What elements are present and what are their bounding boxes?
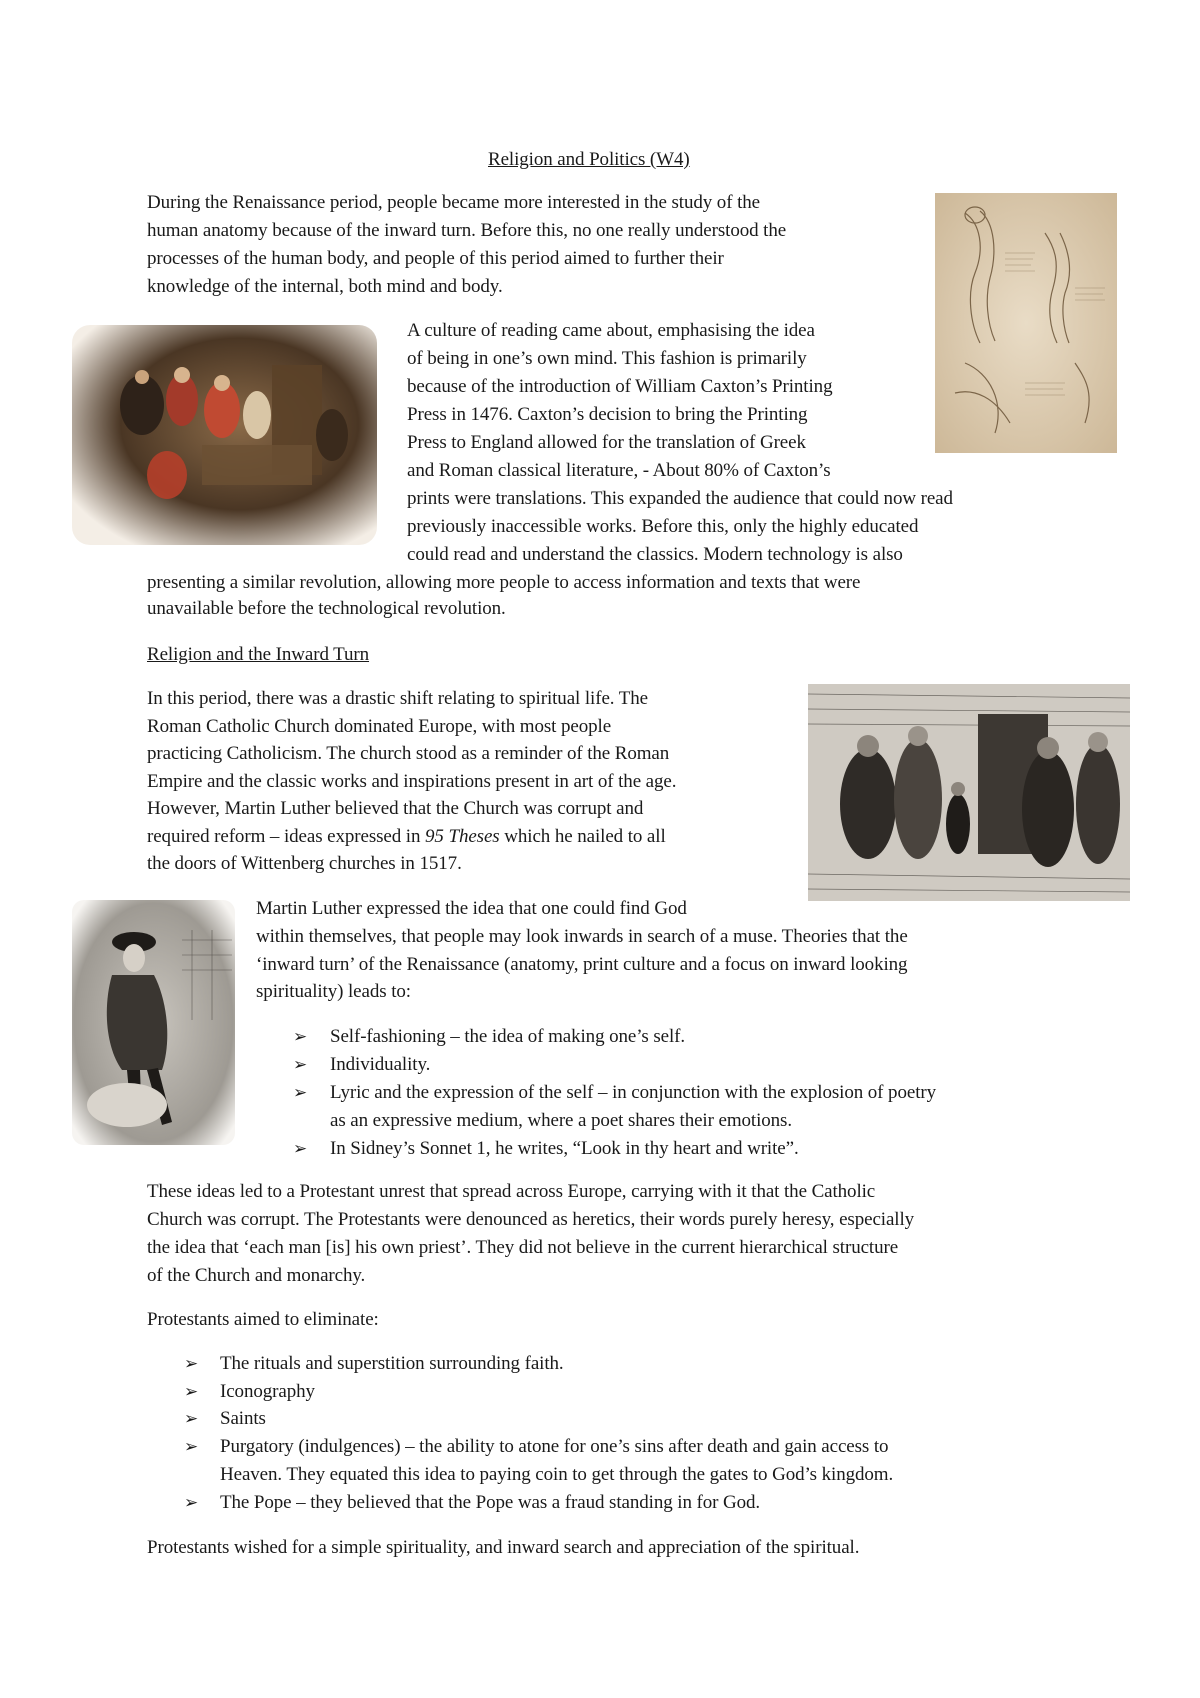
paragraph-2-line: Press to England allowed for the translation of Greek: [407, 432, 806, 453]
paragraph-3-line: However, Martin Luther believed that the Church was corrupt and: [147, 798, 644, 819]
section-heading: Religion and the Inward Turn: [147, 644, 370, 665]
bullet-arrow-icon: ➢: [184, 1409, 199, 1428]
paragraph-2-line: A culture of reading came about, emphasising the idea: [407, 320, 815, 341]
page-title: Religion and Politics (W4): [488, 149, 690, 170]
paragraph-4-line: within themselves, that people may look inwards in search of a muse. Theories that the: [256, 926, 908, 947]
portrait-engraving-image: [72, 900, 235, 1145]
list-item-continuation: as an expressive medium, where a poet shares their emotions.: [330, 1110, 792, 1131]
paragraph-2-line: previously inaccessible works. Before this, only the highly educated: [407, 516, 919, 537]
bullet-arrow-icon: ➢: [293, 1055, 308, 1074]
paragraph-2-line: and Roman classical literature, - About 80% of Caxton’s: [407, 460, 831, 481]
paragraph-1-line: processes of the human body, and people of this period aimed to further their: [147, 248, 724, 269]
bullet-arrow-icon: ➢: [184, 1382, 199, 1401]
paragraph-1-line: knowledge of the internal, both mind and body.: [147, 276, 503, 297]
bullet-arrow-icon: ➢: [184, 1493, 199, 1512]
anatomy-sketch-image: [935, 193, 1117, 453]
paragraph-2-line: of being in one’s own mind. This fashion is primarily: [407, 348, 807, 369]
bullet-arrow-icon: ➢: [293, 1083, 308, 1102]
list-item: Individuality.: [330, 1054, 431, 1075]
paragraph-3-line: Roman Catholic Church dominated Europe, with most people: [147, 716, 612, 737]
bullet-arrow-icon: ➢: [184, 1437, 199, 1456]
paragraph-4-line: Martin Luther expressed the idea that one could find God: [256, 898, 687, 919]
list-item: In Sidney’s Sonnet 1, he writes, “Look in thy heart and write”.: [330, 1138, 799, 1159]
paragraph-2-line: could read and understand the classics. Modern technology is also: [407, 544, 903, 565]
luther-theses-engraving-image: [808, 684, 1130, 901]
paragraph-2-line: unavailable before the technological revolution.: [147, 598, 506, 619]
paragraph-3-line: practicing Catholicism. The church stood as a reminder of the Roman: [147, 743, 670, 764]
paragraph-2-line: prints were translations. This expanded the audience that could now read: [407, 488, 953, 509]
printing-press-image: [72, 325, 377, 545]
paragraph-2-line: presenting a similar revolution, allowing more people to access information and texts that were: [147, 572, 861, 593]
paragraph-4-line: ‘inward turn’ of the Renaissance (anatomy, print culture and a focus on inward looking: [256, 954, 908, 975]
list-item: The Pope – they believed that the Pope was a fraud standing in for God.: [220, 1492, 761, 1513]
paragraph-3-line: [147, 825, 666, 849]
paragraph-1-line: human anatomy because of the inward turn. Before this, no one really understood the: [147, 220, 787, 241]
list-item: Iconography: [220, 1381, 315, 1402]
paragraph-5-line: Church was corrupt. The Protestants were denounced as heretics, their words purely heresy, especially: [147, 1209, 915, 1230]
paragraph-2-line: because of the introduction of William Caxton’s Printing: [407, 376, 833, 397]
paragraph-5-line: of the Church and monarchy.: [147, 1265, 366, 1286]
paragraph-4-line: spirituality) leads to:: [256, 981, 411, 1002]
list-item-continuation: Heaven. They equated this idea to paying coin to get through the gates to God’s kingdom.: [220, 1464, 894, 1485]
paragraph-2-line: Press in 1476. Caxton’s decision to bring the Printing: [407, 404, 808, 425]
bullet-arrow-icon: ➢: [184, 1354, 199, 1373]
list-item: Purgatory (indulgences) – the ability to atone for one’s sins after death and gain access to: [220, 1436, 889, 1457]
list-item: Lyric and the expression of the self – in conjunction with the explosion of poetry: [330, 1082, 936, 1103]
paragraph-3-line: Empire and the classic works and inspirations present in art of the age.: [147, 771, 677, 792]
paragraph-1-line: During the Renaissance period, people became more interested in the study of the: [147, 192, 760, 213]
paragraph-5-line: These ideas led to a Protestant unrest that spread across Europe, carrying with it that the Catholic: [147, 1181, 876, 1202]
paragraph-6: Protestants aimed to eliminate:: [147, 1309, 379, 1330]
paragraph-5-line: the idea that ‘each man [is] his own priest’. They did not believe in the current hierarchical structure: [147, 1237, 899, 1258]
bullet-arrow-icon: ➢: [293, 1139, 308, 1158]
theses-title: 95 Theses: [425, 826, 500, 847]
paragraph-3-line: In this period, there was a drastic shift relating to spiritual life. The: [147, 688, 648, 709]
text-run: which he nailed to all: [499, 826, 666, 847]
paragraph-7: Protestants wished for a simple spirituality, and inward search and appreciation of the spiritual.: [147, 1537, 860, 1558]
list-item: Self-fashioning – the idea of making one’s self.: [330, 1026, 686, 1047]
list-item: Saints: [220, 1408, 266, 1429]
bullet-arrow-icon: ➢: [293, 1027, 308, 1046]
text-run: required reform – ideas expressed in: [147, 826, 426, 847]
list-item: The rituals and superstition surrounding faith.: [220, 1353, 564, 1374]
paragraph-3-line: the doors of Wittenberg churches in 1517.: [147, 853, 462, 874]
